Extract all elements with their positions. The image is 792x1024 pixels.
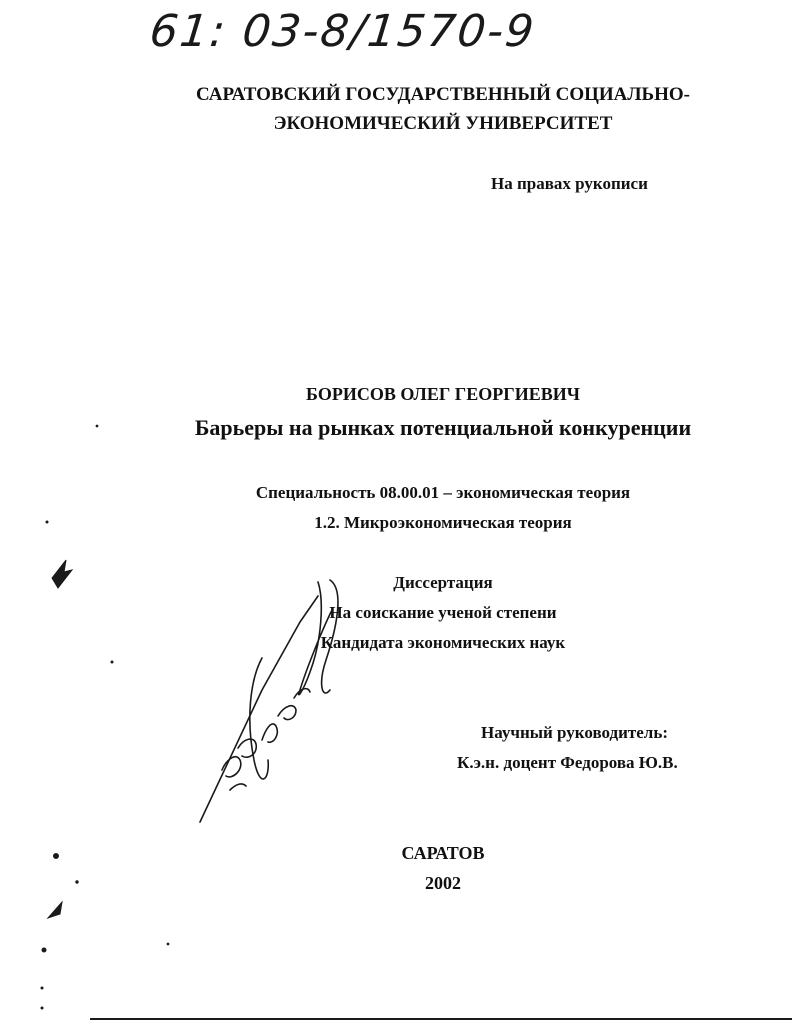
author-name: БОРИСОВ ОЛЕГ ГЕОРГИЕВИЧ bbox=[306, 384, 580, 404]
degree-line2: Кандидата экономических наук bbox=[320, 633, 566, 652]
rights-note: На правах рукописи bbox=[491, 174, 648, 193]
year: 2002 bbox=[425, 873, 461, 893]
specialty-line2: 1.2. Микроэкономическая теория bbox=[314, 513, 572, 532]
catalog-code-handwritten: 61: 03-8/1570-9 bbox=[147, 6, 539, 57]
specialty-line1: Специальность 08.00.01 – экономическая теория bbox=[255, 483, 631, 502]
city: САРАТОВ bbox=[401, 843, 485, 863]
university-name-line2: ЭКОНОМИЧЕСКИЙ УНИВЕРСИТЕТ bbox=[273, 113, 613, 134]
supervisor-label: Научный руководитель: bbox=[481, 723, 668, 742]
degree-line1: На соискание ученой степени bbox=[329, 603, 557, 622]
dissertation-title: Барьеры на рынках потенциальной конкуренции bbox=[194, 415, 692, 440]
university-name-line1: САРАТОВСКИЙ ГОСУДАРСТВЕННЫЙ СОЦИАЛЬНО- bbox=[195, 84, 691, 105]
supervisor-name: К.э.н. доцент Федорова Ю.В. bbox=[457, 753, 678, 772]
dissertation-label: Диссертация bbox=[393, 573, 493, 592]
